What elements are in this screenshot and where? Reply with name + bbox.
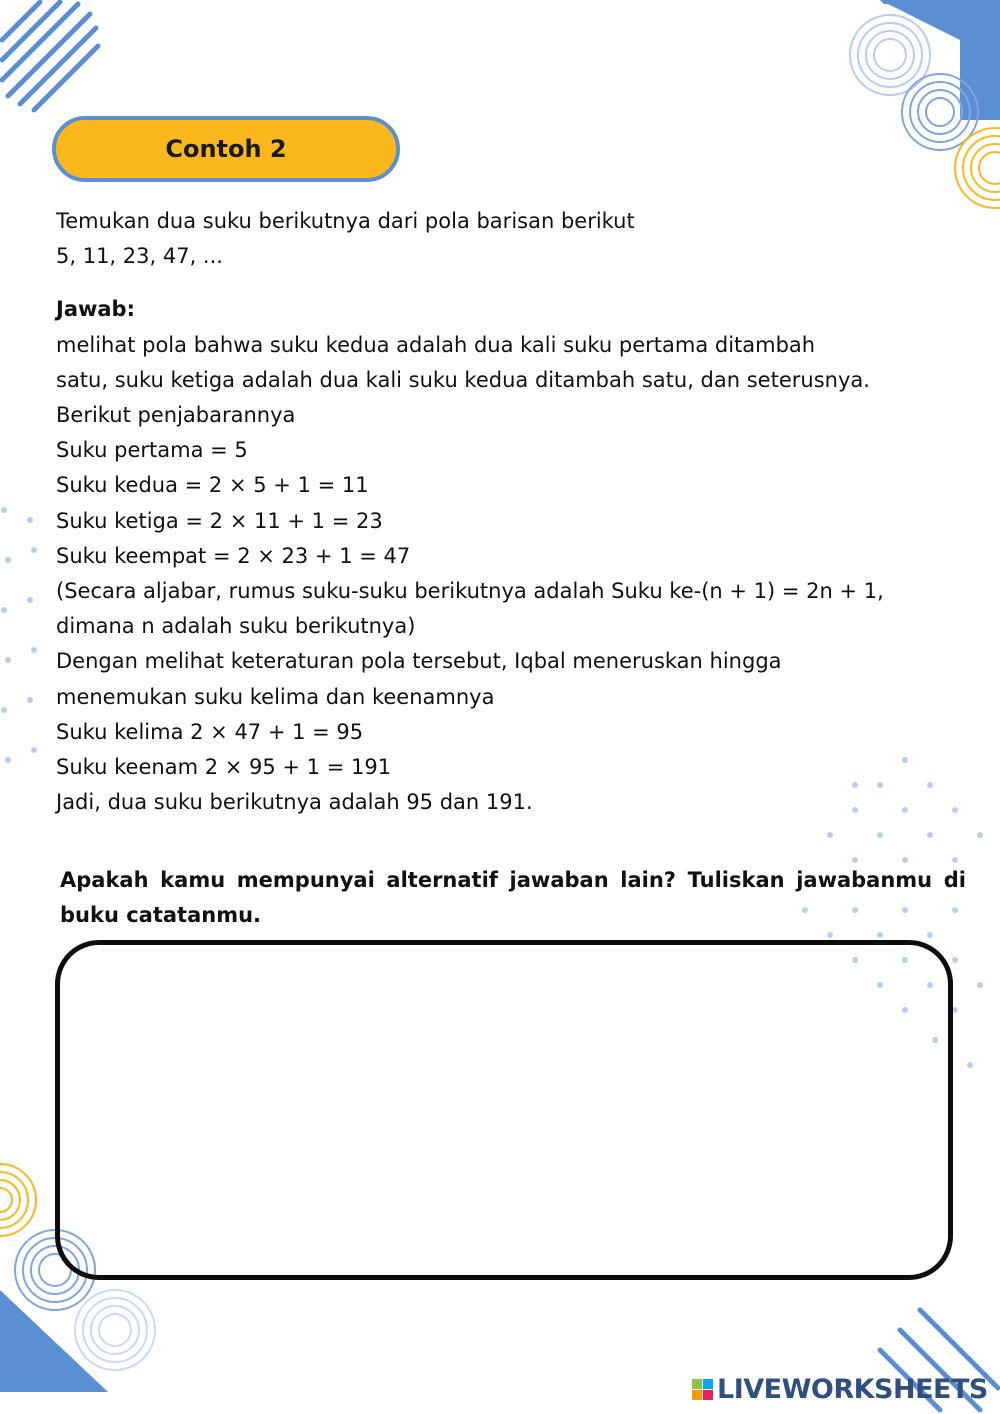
example-title-badge — [52, 116, 400, 182]
problem-instruction: Temukan dua suku berikutnya dari pola barisan berikut — [56, 209, 635, 233]
answer-line: Berikut penjabarannya — [56, 403, 296, 428]
spacer — [56, 274, 976, 292]
answer-line: (Secara aljabar, rumus suku-suku berikutnya adalah Suku ke-(n + 1) = 2n + 1, — [56, 579, 884, 604]
answer-line: Suku kedua = 2 × 5 + 1 = 11 — [56, 473, 369, 498]
answer-line: Dengan melihat keteraturan pola tersebut, Iqbal meneruskan hingga — [56, 649, 782, 674]
example-title: Contoh 2 — [165, 135, 287, 163]
decor-dots-left — [0, 500, 60, 780]
liveworksheets-logo — [692, 1372, 988, 1406]
answer-line: Suku pertama = 5 — [56, 438, 248, 463]
answer-heading: Jawab: — [56, 297, 135, 322]
answer-line: Suku kelima 2 × 47 + 1 = 95 — [56, 719, 364, 744]
answer-line: Suku ketiga = 2 × 11 + 1 = 23 — [56, 508, 383, 533]
answer-line: Suku keenam 2 × 95 + 1 = 191 — [56, 755, 392, 780]
decor-shapes-top-right — [840, 0, 1000, 215]
answer-line: Jadi, dua suku berikutnya adalah 95 dan 191. — [56, 790, 533, 815]
answer-box[interactable] — [55, 940, 953, 1280]
answer-line: Suku keempat = 2 × 23 + 1 = 47 — [56, 543, 411, 568]
answer-line: dimana n adalah suku berikutnya) — [56, 614, 416, 639]
worked-example — [56, 204, 976, 820]
decor-stripes-top-left — [0, 0, 110, 120]
answer-line: menemukan suku kelima dan keenamnya — [56, 684, 495, 709]
logo-text: LIVEWORKSHEETS — [717, 1373, 988, 1405]
answer-line: satu, suku ketiga adalah dua kali suku kedua ditambah satu, dan seterusnya. — [56, 367, 870, 392]
answer-line: melihat pola bahwa suku kedua adalah dua kali suku pertama ditambah — [56, 332, 816, 357]
problem-sequence: 5, 11, 23, 47, ... — [56, 244, 223, 269]
logo-mark-icon — [692, 1379, 713, 1400]
alternative-answer-question: Apakah kamu mempunyai alternatif jawaban lain? Tuliskan jawabanmu di buku catatanmu. — [60, 868, 966, 927]
